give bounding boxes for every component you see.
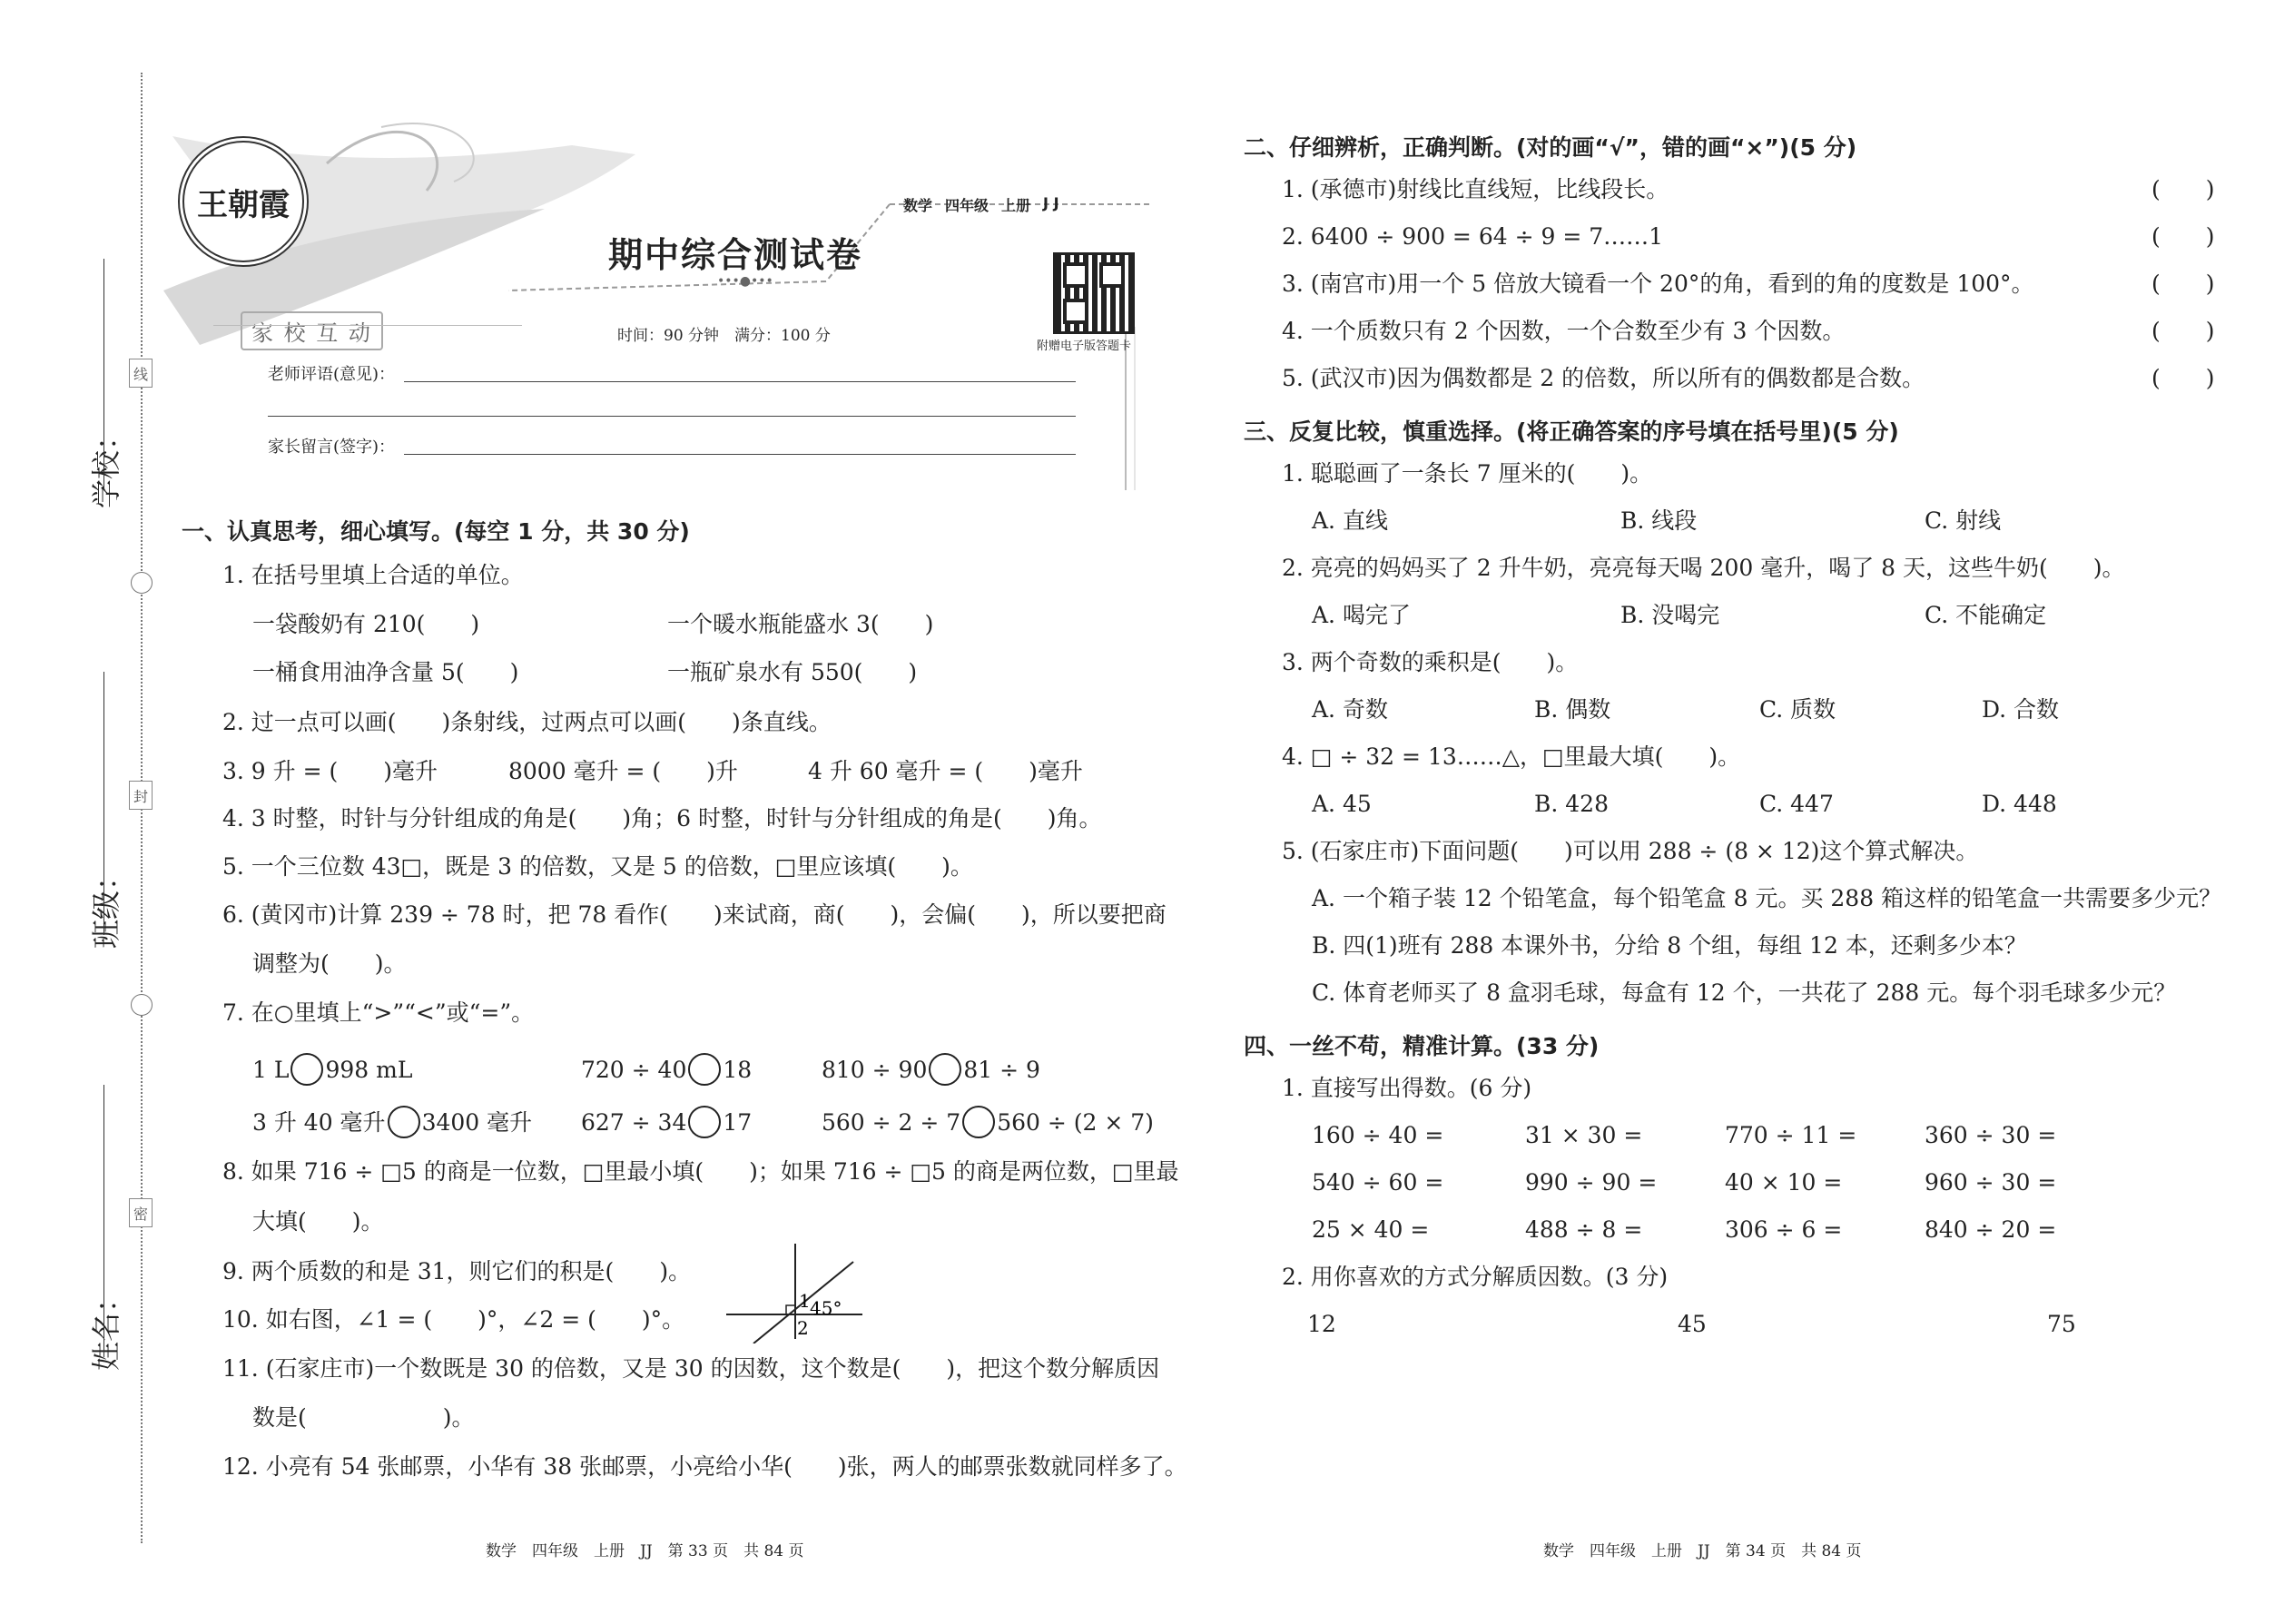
angle-label-45: 45° <box>810 1297 842 1319</box>
q7-r1-b <box>581 1053 752 1086</box>
calc-6: 990 ÷ 90 = <box>1525 1169 1658 1196</box>
q9: 9. 两个质数的和是 31，则它们的积是( )。 <box>222 1258 692 1284</box>
judge-2: 2. 6400 ÷ 900 = 64 ÷ 9 = 7……1 <box>1282 223 1664 250</box>
tag-volume: 上册 <box>1001 197 1031 214</box>
judge-5-paren[interactable]: ( ) <box>2151 365 2215 391</box>
q1-d: 一瓶矿泉水有 550( ) <box>667 659 918 685</box>
binding-mark-feng: 封 <box>129 781 153 810</box>
choice-3-b[interactable]: B. 偶数 <box>1534 696 1611 723</box>
q8-line1: 8. 如果 716 ÷ □5 的商是一位数，□里最小填( )；如果 716 ÷ □5 的商是两位数，□里最 <box>222 1158 1179 1185</box>
school-field[interactable] <box>103 259 104 490</box>
calc-10: 488 ÷ 8 = <box>1525 1216 1643 1243</box>
calc-intro: 1. 直接写出得数。(6 分) <box>1282 1075 1532 1101</box>
choice-1-stem: 1. 聪聪画了一条长 7 厘米的( )。 <box>1282 460 1653 487</box>
left-footer: 数学 四年级 上册 JJ 第 33 页 共 84 页 <box>486 1542 804 1560</box>
choice-1-c[interactable]: C. 射线 <box>1925 507 2002 534</box>
judge-4: 4. 一个质数只有 2 个因数，一个合数至少有 3 个因数。 <box>1282 318 1846 344</box>
judge-1-paren[interactable]: ( ) <box>2151 176 2215 202</box>
compare-circle[interactable] <box>929 1053 961 1086</box>
q7-r2-a-right: 3400 毫升 <box>421 1108 533 1136</box>
q7-r2-c <box>822 1106 1154 1138</box>
calc-1: 160 ÷ 40 = <box>1312 1122 1444 1148</box>
choice-1-a[interactable]: A. 直线 <box>1312 507 1388 534</box>
q7-r2-c-left: 560 ÷ 2 ÷ 7 <box>822 1108 961 1136</box>
parent-comment-field[interactable] <box>404 454 1076 455</box>
q3-a: 3. 9 升 = ( )毫升 <box>222 758 438 784</box>
calc-2: 31 × 30 = <box>1525 1122 1643 1148</box>
choice-3-a[interactable]: A. 奇数 <box>1312 696 1388 723</box>
right-footer: 数学 四年级 上册 JJ 第 34 页 共 84 页 <box>1543 1542 1862 1560</box>
calc-12: 840 ÷ 20 = <box>1925 1216 2057 1243</box>
choice-5-stem: 5. (石家庄市)下面问题( )可以用 288 ÷ (8 × 12)这个算式解决。 <box>1282 838 1979 864</box>
factor-num-12: 12 <box>1307 1311 1336 1337</box>
judge-1: 1. (承德市)射线比直线短，比线段长。 <box>1282 176 1669 202</box>
choice-2-stem: 2. 亮亮的妈妈买了 2 升牛奶，亮亮每天喝 200 毫升，喝了 8 天，这些牛奶( )。 <box>1282 555 2125 581</box>
choice-3-c[interactable]: C. 质数 <box>1759 696 1836 723</box>
angle-figure <box>726 1244 871 1343</box>
calc-7: 40 × 10 = <box>1725 1169 1843 1196</box>
q7-r2-b <box>581 1106 752 1138</box>
q7-r2-a <box>252 1106 532 1138</box>
school-label: 学校： <box>89 420 123 508</box>
badge-ribbon <box>213 325 522 326</box>
binding-hole-icon <box>131 572 153 594</box>
q1-stem: 1. 在括号里填上合适的单位。 <box>222 562 524 588</box>
q7-r1-b-left: 720 ÷ 40 <box>581 1056 687 1083</box>
header-banner-decoration <box>163 109 1171 490</box>
name-label: 姓名： <box>89 1283 123 1371</box>
q1-b: 一个暖水瓶能盛水 3( ) <box>667 611 934 637</box>
parent-comment-label: 家长留言(签字)： <box>268 438 396 457</box>
section-3-title: 三、反复比较，慎重选择。(将正确答案的序号填在括号里)(5 分) <box>1244 418 1899 445</box>
section-1-title: 一、认真思考，细心填写。(每空 1 分，共 30 分) <box>182 518 690 545</box>
q11-line2: 数是( )。 <box>252 1404 475 1431</box>
q4: 4. 3 时整，时针与分针组成的角是( )角；6 时整，时针与分针组成的角是( )角。 <box>222 805 1102 832</box>
judge-5: 5. (武汉市)因为偶数都是 2 的倍数，所以所有的偶数都是合数。 <box>1282 365 1925 391</box>
teacher-comment-label: 老师评语(意见)： <box>268 365 396 384</box>
section-4-title: 四、一丝不苟，精准计算。(33 分) <box>1244 1033 1600 1059</box>
judge-2-paren[interactable]: ( ) <box>2151 223 2215 250</box>
brand-logo-text: 王朝霞 <box>197 186 290 223</box>
choice-5-c[interactable]: C. 体育老师买了 8 盒羽毛球，每盒有 12 个，一共花了 288 元。每个羽毛球多少元？ <box>1312 979 2177 1006</box>
calc-5: 540 ÷ 60 = <box>1312 1169 1444 1196</box>
choice-4-d[interactable]: D. 448 <box>1982 791 2057 817</box>
choice-4-a[interactable]: A. 45 <box>1312 791 1372 817</box>
tag-subject: 数学 <box>903 197 933 214</box>
qr-code[interactable] <box>1053 252 1135 334</box>
choice-5-a[interactable]: A. 一个箱子装 12 个铅笔盒，每个铅笔盒 8 元。买 288 箱这样的铅笔盒一共需要多少元？ <box>1312 885 2222 911</box>
teacher-comment-field[interactable] <box>404 381 1076 382</box>
q7-stem: 7. 在○里填上“>”“<”或“=”。 <box>222 999 535 1026</box>
q7-r1-a <box>252 1053 412 1086</box>
q7-r1-a-left: 1 L <box>252 1056 290 1083</box>
q7-r2-b-right: 17 <box>723 1108 753 1136</box>
comment-line-2[interactable] <box>268 416 1076 417</box>
q10: 10. 如右图，∠1 = ( )°，∠2 = ( )°。 <box>222 1306 685 1333</box>
q3-b: 8000 毫升 = ( )升 <box>508 758 738 784</box>
choice-2-c[interactable]: C. 不能确定 <box>1925 602 2047 628</box>
binding-mark-xian: 线 <box>129 359 153 388</box>
choice-4-stem: 4. □ ÷ 32 = 13……△，□里最大填( )。 <box>1282 743 1741 770</box>
home-school-badge: 家 校 互 动 <box>241 311 383 350</box>
binding-hole-icon <box>131 994 153 1016</box>
qr-caption: 附赠电子版答题卡 <box>1037 340 1132 353</box>
choice-1-b[interactable]: B. 线段 <box>1620 507 1698 534</box>
q2: 2. 过一点可以画( )条射线，过两点可以画( )条直线。 <box>222 709 832 735</box>
choice-3-d[interactable]: D. 合数 <box>1982 696 2060 723</box>
binding-mark-mi: 密 <box>129 1198 153 1227</box>
calc-4: 360 ÷ 30 = <box>1925 1122 2057 1148</box>
q7-r2-b-left: 627 ÷ 34 <box>581 1108 687 1136</box>
q3-c: 4 升 60 毫升 = ( )毫升 <box>808 758 1083 784</box>
judge-3: 3. (南宫市)用一个 5 倍放大镜看一个 20°的角，看到的角的度数是 100°。 <box>1282 271 2034 297</box>
compare-circle[interactable] <box>962 1106 995 1138</box>
tag-grade: 四年级 <box>945 197 989 214</box>
calc-8: 960 ÷ 30 = <box>1925 1169 2057 1196</box>
title-dots: •••●••• <box>717 274 773 289</box>
brand-logo <box>178 136 309 267</box>
class-label: 班级： <box>89 861 123 949</box>
compare-circle[interactable] <box>688 1053 721 1086</box>
q1-a: 一袋酸奶有 210( ) <box>252 611 480 637</box>
angle-label-2: 2 <box>797 1317 809 1339</box>
q7-r2-a-left: 3 升 40 毫升 <box>252 1108 386 1136</box>
angle-label-1: 1 <box>799 1290 811 1312</box>
q7-r1-a-right: 998 mL <box>325 1056 413 1083</box>
judge-3-paren[interactable]: ( ) <box>2151 271 2215 297</box>
q8-line2: 大填( )。 <box>252 1208 384 1235</box>
compare-circle[interactable] <box>388 1106 420 1138</box>
page-title: 期中综合测试卷 <box>608 234 863 275</box>
q7-r2-c-right: 560 ÷ (2 × 7) <box>997 1108 1154 1136</box>
q6-line2: 调整为( )。 <box>252 950 407 977</box>
calc-3: 770 ÷ 11 = <box>1725 1122 1857 1148</box>
choice-3-stem: 3. 两个奇数的乘积是( )。 <box>1282 649 1579 675</box>
compare-circle[interactable] <box>290 1053 323 1086</box>
q1-c: 一桶食用油净含量 5( ) <box>252 659 519 685</box>
choice-4-b[interactable]: B. 428 <box>1534 791 1609 817</box>
q11-line1: 11. (石家庄市)一个数既是 30 的倍数，又是 30 的因数，这个数是( )，把这个数分解质因 <box>222 1355 1160 1382</box>
calc-9: 25 × 40 = <box>1312 1216 1430 1243</box>
header-tags <box>903 194 1059 215</box>
calc-11: 306 ÷ 6 = <box>1725 1216 1843 1243</box>
judge-4-paren[interactable]: ( ) <box>2151 318 2215 344</box>
q6-line1: 6. (黄冈市)计算 239 ÷ 78 时，把 78 看作( )来试商，商( )，会偏( )，所以要把商 <box>222 901 1167 928</box>
q7-r1-b-right: 18 <box>723 1056 753 1083</box>
factor-intro: 2. 用你喜欢的方式分解质因数。(3 分) <box>1282 1264 1669 1290</box>
q12: 12. 小亮有 54 张邮票，小华有 38 张邮票，小亮给小华( )张，两人的邮票张数就同样多了。 <box>222 1453 1187 1480</box>
choice-5-b[interactable]: B. 四(1)班有 288 本课外书，分给 8 个组，每组 12 本，还剩多少本？ <box>1312 932 2027 959</box>
q7-r1-c-left: 810 ÷ 90 <box>822 1056 928 1083</box>
q5: 5. 一个三位数 43□，既是 3 的倍数，又是 5 的倍数，□里应该填( )。 <box>222 853 973 880</box>
tag-edition: J J <box>1043 194 1059 212</box>
choice-4-c[interactable]: C. 447 <box>1759 791 1834 817</box>
choice-2-b[interactable]: B. 没喝完 <box>1620 602 1720 628</box>
choice-2-a[interactable]: A. 喝完了 <box>1312 602 1411 628</box>
q7-r1-c <box>822 1053 1040 1086</box>
class-field[interactable] <box>103 672 104 935</box>
section-2-title: 二、仔细辨析，正确判断。(对的画“√”，错的画“×”)(5 分) <box>1244 134 1857 161</box>
factor-num-45: 45 <box>1678 1311 1707 1337</box>
q7-r1-c-right: 81 ÷ 9 <box>963 1056 1040 1083</box>
compare-circle[interactable] <box>688 1106 721 1138</box>
factor-num-75: 75 <box>2047 1311 2076 1337</box>
name-field[interactable] <box>103 1085 104 1357</box>
time-info: 时间：90 分钟 满分：100 分 <box>617 327 831 345</box>
